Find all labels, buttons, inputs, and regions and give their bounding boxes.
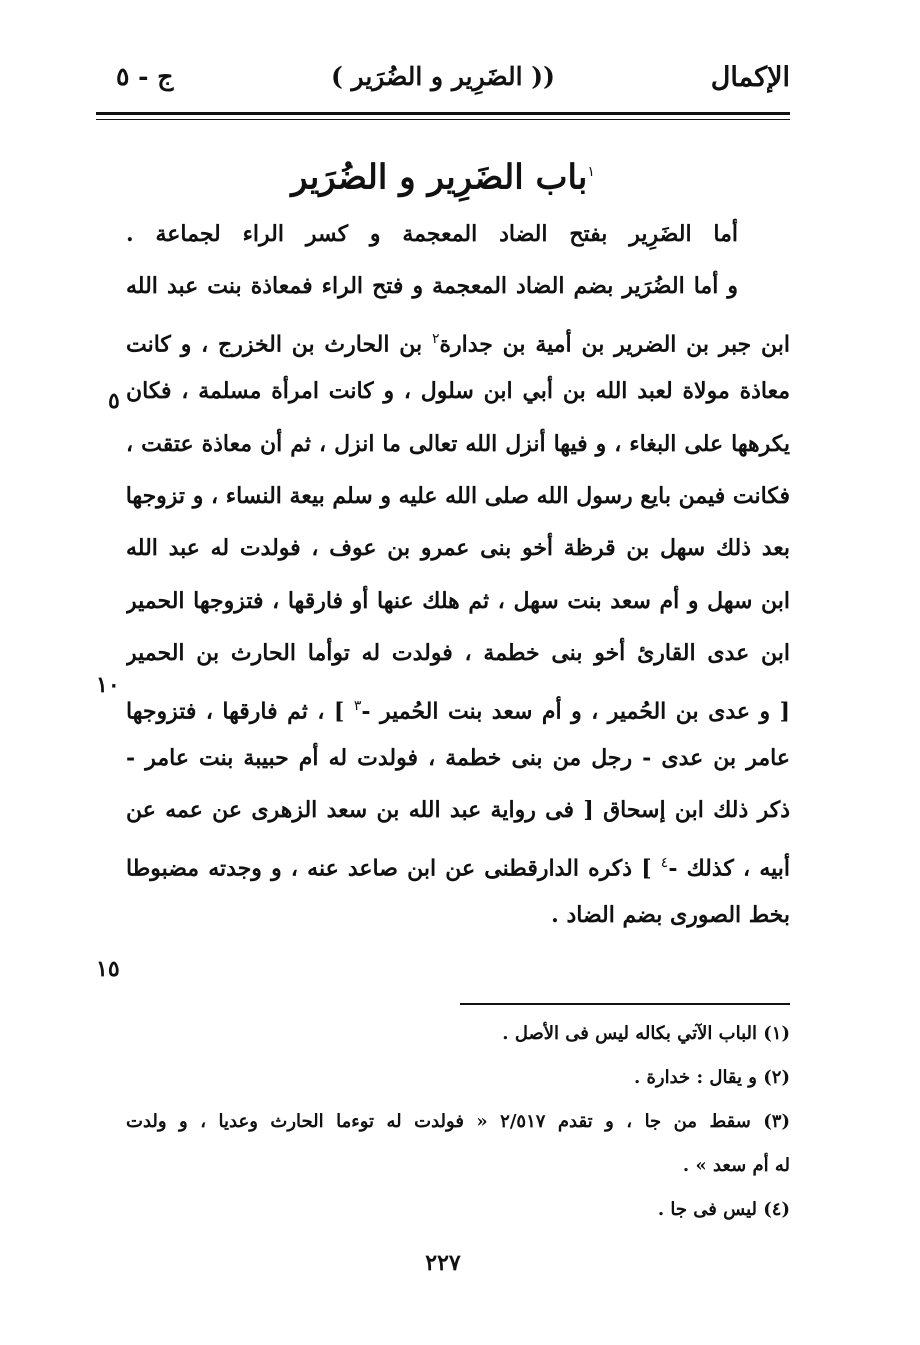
body-line: بعد ذلك سهل بن قرظة أخو بنى عمرو بن عوف ، فولدت له عبد الله bbox=[126, 535, 790, 562]
footnote-ref-2: ٢ bbox=[431, 330, 440, 347]
body-line-part: ] ذكره الدارقطنى عن ابن صاعد عنه ، و وجدته مضبوطا bbox=[126, 855, 652, 882]
body-line-part: أبيه ، كذلك - bbox=[668, 855, 790, 882]
footnote-3-continued: له أم سعد » . bbox=[682, 1155, 790, 1176]
footnote-ref-4: ٤ bbox=[660, 854, 669, 871]
body-line: ابن عدى القارئ أخو بنى خطمة ، فولدت له توأما الحارث بن الحمير bbox=[126, 640, 790, 667]
body-text bbox=[126, 208, 790, 941]
body-line: أما الضَرِير بفتح الضاد المعجمة و كسر الراء لجماعة . bbox=[126, 221, 738, 247]
page-number: ٢٢٧ bbox=[425, 1250, 461, 1276]
body-line: عامر بن عدى - رجل من بنى خطمة ، فولدت له أم حبيبة بنت عامر - bbox=[126, 744, 790, 771]
body-line-part: ] ، ثم فارقها ، فتزوجها bbox=[126, 697, 345, 724]
header-rule-thick bbox=[96, 112, 790, 115]
chapter-title: (( الضَرِير و الضُرَير ) bbox=[331, 62, 555, 91]
body-line: ابن سهل و أم سعد بنت سهل ، ثم هلك عنها أو فارقها ، فتزوجها الحمير bbox=[126, 587, 790, 614]
body-line-part: بن الحارث بن الخزرج ، و كانت bbox=[126, 331, 423, 358]
body-line: بخط الصورى بضم الضاد . bbox=[551, 902, 790, 929]
section-title bbox=[96, 142, 790, 207]
margin-line-number-15: ١٥ bbox=[96, 956, 120, 982]
margin-line-number-5: ٥ bbox=[108, 388, 120, 414]
header-rule-thin bbox=[96, 119, 790, 120]
body-line-part: ابن جبر بن الضرير بن أمية بن جدارة bbox=[439, 331, 790, 358]
title-footnote-marker: ١ bbox=[587, 164, 595, 180]
footnotes bbox=[126, 1012, 790, 1232]
body-line bbox=[126, 680, 790, 732]
footnote-ref-3: ٣ bbox=[353, 697, 362, 714]
body-line-part: [ و عدى بن الحُمير ، و أم سعد بنت الحُمير - bbox=[361, 697, 790, 724]
body-line: و أما الضُرَير بضم الضاد المعجمة و فتح الراء فمعاذة بنت عبد الله bbox=[126, 273, 738, 300]
book-title: الإكمال bbox=[710, 62, 790, 93]
body-line: معاذة مولاة لعبد الله بن أبي ابن سلول ، و كانت امرأة مسلمة ، فكان bbox=[126, 378, 790, 405]
volume-number: ج - ٥ bbox=[116, 62, 174, 91]
section-title-text: باب الضَرِير و الضُرَير bbox=[291, 157, 588, 198]
footnote-2: (٢) و يقال : خدارة . bbox=[633, 1067, 790, 1088]
footnote-3: (٣) سقط من جا ، و تقدم ٢/٥١٧ « فولدت له توءما الحارث وعديا ، و ولدت bbox=[126, 1111, 790, 1132]
body-line: يكرهها على البغاء ، و فيها أنزل الله تعالى ما انزل ، ثم أن معاذة عتقت ، bbox=[126, 430, 790, 457]
footnote-4: (٤) ليس فى جا . bbox=[657, 1199, 790, 1220]
body-line bbox=[126, 837, 790, 889]
body-line bbox=[126, 313, 790, 365]
body-line: ذكر ذلك ابن إسحاق [ فى رواية عبد الله بن سعد الزهرى عن عمه عن bbox=[126, 797, 790, 824]
running-header bbox=[96, 58, 790, 108]
footnote-1: (١) الباب الآتي بكاله ليس فى الأصل . bbox=[502, 1023, 790, 1044]
body-line: فكانت فيمن بايع رسول الله صلى الله عليه و سلم بيعة النساء ، و تزوجها bbox=[126, 482, 790, 509]
footnote-rule bbox=[460, 1003, 790, 1005]
margin-line-number-10: ١٠ bbox=[96, 672, 120, 698]
